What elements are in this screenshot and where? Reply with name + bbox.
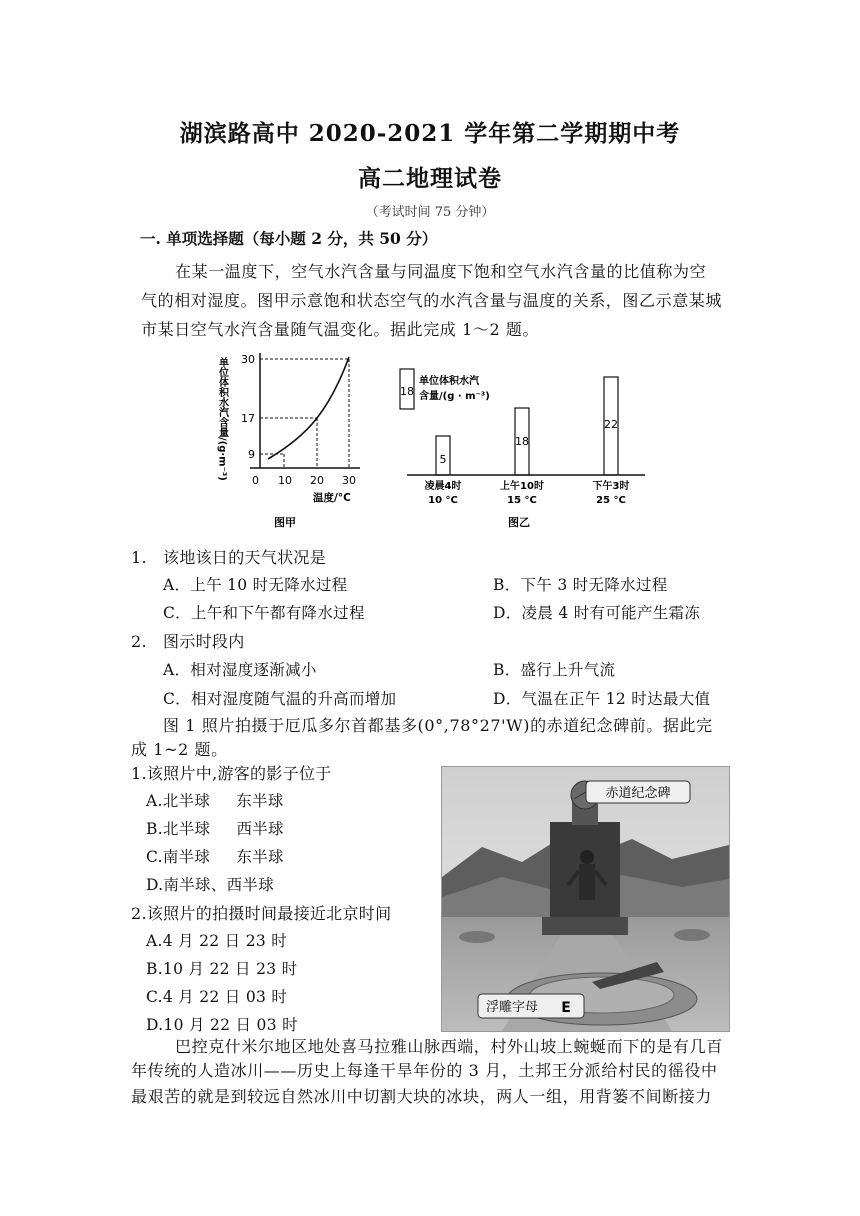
- q1-option-a[interactable]: A．上午 10 时无降水过程: [163, 576, 348, 594]
- q2-option-b[interactable]: B．盛行上升气流: [493, 661, 616, 679]
- q4-stem: 2.该照片的拍摄时间最接近北京时间: [131, 904, 392, 923]
- q3-option-a[interactable]: A.北半球 东半球: [146, 792, 284, 810]
- q1-stem: 1. 该地该日的天气状况是: [131, 548, 327, 567]
- saturation-curve: [268, 357, 349, 459]
- intro-line-2: 气的相对湿度。图甲示意饱和状态空气的水汽含量与温度的关系，图乙示意某城: [141, 291, 723, 310]
- passage3-line-2: 年传统的人造冰川——历史上每逢干旱年份的 3 月，土邦王分派给村民的徭役中: [131, 1061, 718, 1080]
- q2-option-c[interactable]: C．相对湿度随气温的升高而增加: [163, 690, 397, 708]
- q3-stem: 1.该照片中,游客的影子位于: [131, 764, 332, 783]
- passage3-line-3: 最艰苦的就是到较远自然冰川中切割大块的冰块，两人一组，用背篓不间断接力: [131, 1087, 713, 1106]
- equator-monument-photo: [441, 766, 730, 1032]
- bar-4am-temp: 10 °C: [428, 495, 458, 506]
- y-tick-9: 9: [248, 448, 255, 461]
- figure-yi: [395, 365, 655, 535]
- photo-label-top: 赤道纪念碑: [605, 786, 671, 801]
- photo-label-bottom: 浮雕字母: [485, 1000, 539, 1015]
- q1-option-d[interactable]: D．凌晨 4 时有可能产生霜冻: [493, 604, 701, 622]
- q1-option-c[interactable]: C．上午和下午都有降水过程: [163, 604, 365, 622]
- photo-label-letter: E: [561, 1000, 571, 1016]
- legend-label-1: 单位体积水汽: [419, 376, 479, 387]
- intro-line-1: 在某一温度下，空气水汽含量与同温度下饱和空气水汽含量的比值称为空: [175, 262, 707, 281]
- x-tick-10: 10: [278, 474, 292, 487]
- exam-time-note: （考试时间 75 分钟）: [365, 205, 495, 220]
- exam-subtitle: 高二地理试卷: [358, 165, 502, 192]
- passage2-line-2: 成 1~2 题。: [131, 740, 228, 759]
- bar-4am-value: 5: [439, 453, 447, 466]
- bar-3pm-value: 22: [604, 418, 618, 431]
- y-tick-17: 17: [241, 412, 255, 425]
- x-tick-30: 30: [342, 474, 356, 487]
- bar-4am-time: 凌晨4时: [424, 481, 462, 492]
- figure-jia-xlabel: 温度/°C: [313, 492, 351, 504]
- q4-option-c[interactable]: C.4 月 22 日 03 时: [146, 988, 288, 1006]
- bar-10am-value: 18: [515, 435, 529, 448]
- x-tick-0: 0: [252, 474, 259, 487]
- bar-3pm-time: 下午3时: [592, 481, 630, 492]
- q2-option-a[interactable]: A．相对湿度逐渐减小: [163, 661, 317, 679]
- bar-10am-time: 上午10时: [500, 481, 544, 492]
- q3-option-b[interactable]: B.北半球 西半球: [146, 820, 284, 838]
- q4-option-a[interactable]: A.4 月 22 日 23 时: [146, 932, 288, 950]
- q3-option-d[interactable]: D.南半球、西半球: [146, 876, 275, 894]
- figure-jia: [210, 345, 370, 535]
- figure-jia-ylabel: 单位体积水汽含量/(g·m⁻³): [216, 357, 228, 481]
- figure-yi-caption: 图乙: [508, 516, 530, 529]
- exam-title: 湖滨路高中 2020-2021 学年第二学期期中考: [179, 120, 681, 147]
- q2-option-d[interactable]: D．气温在正午 12 时达最大值: [493, 690, 711, 708]
- legend-value: 18: [400, 385, 414, 398]
- q4-option-b[interactable]: B.10 月 22 日 23 时: [146, 960, 298, 978]
- figure-jia-caption: 图甲: [274, 516, 296, 529]
- passage2-line-1: 图 1 照片拍摄于厄瓜多尔首都基多(0°,78°27'W)的赤道纪念碑前。据此完: [163, 716, 713, 735]
- y-tick-30: 30: [241, 353, 255, 366]
- q3-option-c[interactable]: C.南半球 东半球: [146, 848, 284, 866]
- bar-10am-temp: 15 °C: [507, 495, 537, 506]
- passage3-line-1: 巴控克什米尔地区地处喜马拉雅山脉西端，村外山坡上蜿蜒而下的是有几百: [175, 1037, 723, 1056]
- q1-option-b[interactable]: B．下午 3 时无降水过程: [493, 576, 668, 594]
- photo-illustration: [442, 767, 729, 1031]
- q2-stem: 2. 图示时段内: [131, 632, 245, 651]
- intro-line-3: 市某日空气水汽含量随气温变化。据此完成 1～2 题。: [141, 320, 540, 339]
- legend-label-2: 含量/(g · m⁻³): [419, 391, 490, 402]
- q4-option-d[interactable]: D.10 月 22 日 03 时: [146, 1016, 298, 1034]
- x-tick-20: 20: [310, 474, 324, 487]
- bar-3pm-temp: 25 °C: [596, 495, 626, 506]
- section-heading: 一. 单项选择题（每小题 2 分，共 50 分）: [140, 229, 438, 248]
